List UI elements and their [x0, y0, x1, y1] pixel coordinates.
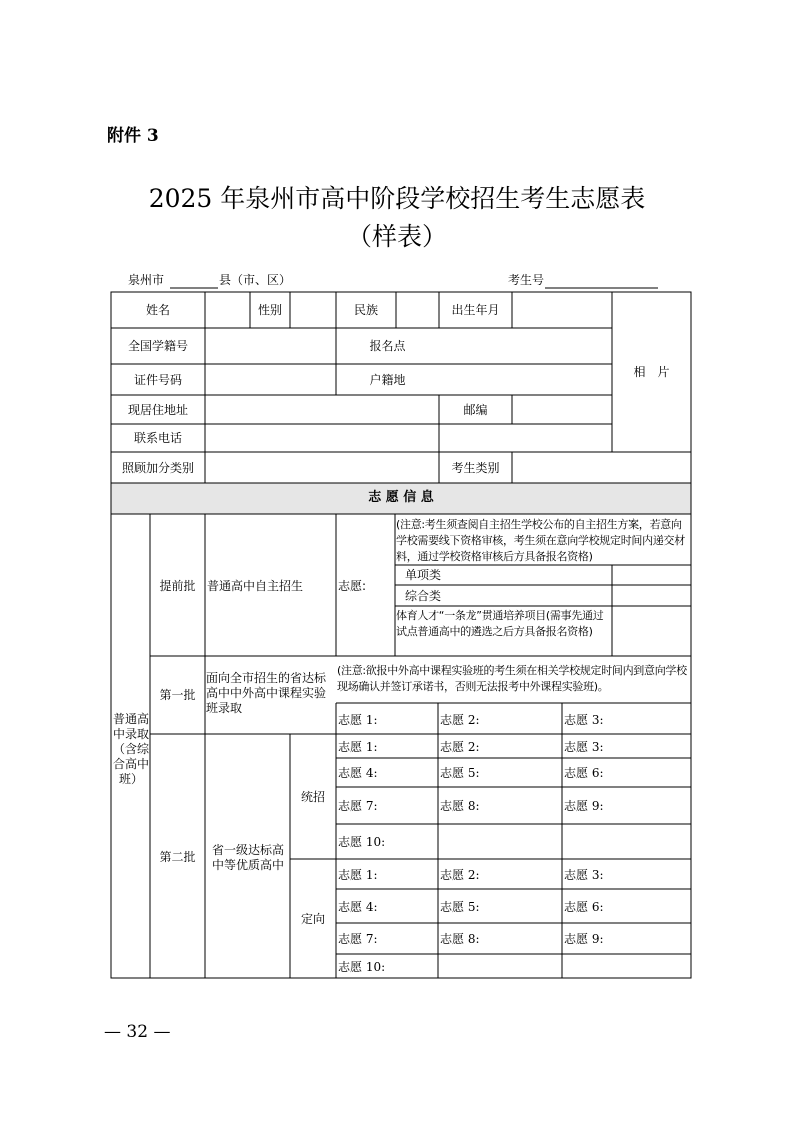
- batch1-choice-3: 志愿 3:: [564, 713, 604, 727]
- directed-choice-8: 志愿 8:: [440, 932, 480, 946]
- unified-choice-4: 志愿 4:: [338, 766, 378, 780]
- directed-choice-7: 志愿 7:: [338, 932, 378, 946]
- bonus-category-label: 照顾加分类别: [121, 461, 194, 475]
- directed-choice-9: 志愿 9:: [564, 932, 604, 946]
- batch2-type-label: 省一级达标高中等优质高中: [211, 843, 284, 872]
- batch1-note: (注意:欲报中外高中课程实验班的考生须在相关学校规定时间内到意向学校现场确认并签订承诺书，否则无法报考中外课程实验班)。: [337, 664, 687, 693]
- unified-choice-7: 志愿 7:: [338, 799, 378, 813]
- unified-choice-9: 志愿 9:: [564, 799, 604, 813]
- batch1-choice-1: 志愿 1:: [338, 713, 378, 727]
- candidate-category-label: 考生类别: [451, 461, 500, 475]
- phone-label: 联系电话: [133, 431, 182, 445]
- county-label: 县（市、区）: [219, 273, 292, 287]
- unified-admission-label: 统招: [300, 790, 325, 804]
- sports-talent-program: 体育人才“一条龙”贯通培养项目(需事先通过试点普通高中的遴选之后方具备报名资格): [396, 609, 604, 638]
- directed-admission-label: 定向: [300, 912, 325, 926]
- attachment-label: 附件 3: [107, 126, 159, 146]
- batch1-choice-2: 志愿 2:: [440, 713, 480, 727]
- directed-choice-2: 志愿 2:: [440, 868, 480, 882]
- student-id-label: 全国学籍号: [127, 339, 188, 353]
- photo-label: 相 片: [633, 365, 670, 379]
- directed-choice-6: 志愿 6:: [564, 900, 604, 914]
- ethnicity-label: 民族: [353, 303, 378, 317]
- advance-batch-label: 提前批: [159, 579, 196, 593]
- advance-choice-label: 志愿:: [338, 579, 367, 593]
- exam-number-label: 考生号: [508, 273, 545, 287]
- page-title: 2025 年泉州市高中阶段学校招生考生志愿表: [148, 184, 646, 213]
- unified-choice-6: 志愿 6:: [564, 766, 604, 780]
- directed-choice-5: 志愿 5:: [440, 900, 480, 914]
- batch2-label: 第二批: [159, 850, 196, 864]
- unified-choice-8: 志愿 8:: [440, 799, 480, 813]
- comprehensive-category: 综合类: [405, 589, 442, 603]
- directed-choice-1: 志愿 1:: [338, 868, 378, 882]
- hukou-label: 户籍地: [369, 373, 406, 387]
- address-label: 现居住地址: [127, 403, 188, 417]
- name-label: 姓名: [145, 303, 170, 317]
- unified-choice-3: 志愿 3:: [564, 740, 604, 754]
- single-item-category: 单项类: [405, 568, 442, 582]
- postcode-label: 邮编: [463, 403, 488, 417]
- unified-choice-10: 志愿 10:: [338, 835, 386, 849]
- advance-note: (注意:考生须查阅自主招生学校公布的自主招生方案，若意向学校需要线下资格审核，考生须在意向学校规定时间内递交材料，通过学校资格审核后方具备报名资格): [396, 518, 685, 563]
- batch1-label: 第一批: [159, 688, 196, 702]
- general-high-school-group-label: 普通高中录取（含综合高中班）: [112, 712, 149, 786]
- birth-label: 出生年月: [451, 303, 500, 317]
- page-number: — 32 —: [104, 1022, 171, 1042]
- id-number-label: 证件号码: [133, 373, 182, 387]
- directed-choice-3: 志愿 3:: [564, 868, 604, 882]
- directed-choice-10: 志愿 10:: [338, 960, 386, 974]
- city-label: 泉州市: [128, 273, 165, 287]
- batch1-type-label: 面向全市招生的省达标高中中外高中课程实验班录取: [206, 671, 327, 715]
- unified-choice-1: 志愿 1:: [338, 740, 378, 754]
- unified-choice-5: 志愿 5:: [440, 766, 480, 780]
- directed-choice-4: 志愿 4:: [338, 900, 378, 914]
- gender-label: 性别: [257, 303, 282, 317]
- section-title: 志 愿 信 息: [368, 490, 434, 505]
- advance-type-label: 普通高中自主招生: [207, 579, 304, 593]
- page-subtitle: （样表）: [346, 222, 447, 251]
- reg-site-label: 报名点: [369, 339, 406, 353]
- unified-choice-2: 志愿 2:: [440, 740, 480, 754]
